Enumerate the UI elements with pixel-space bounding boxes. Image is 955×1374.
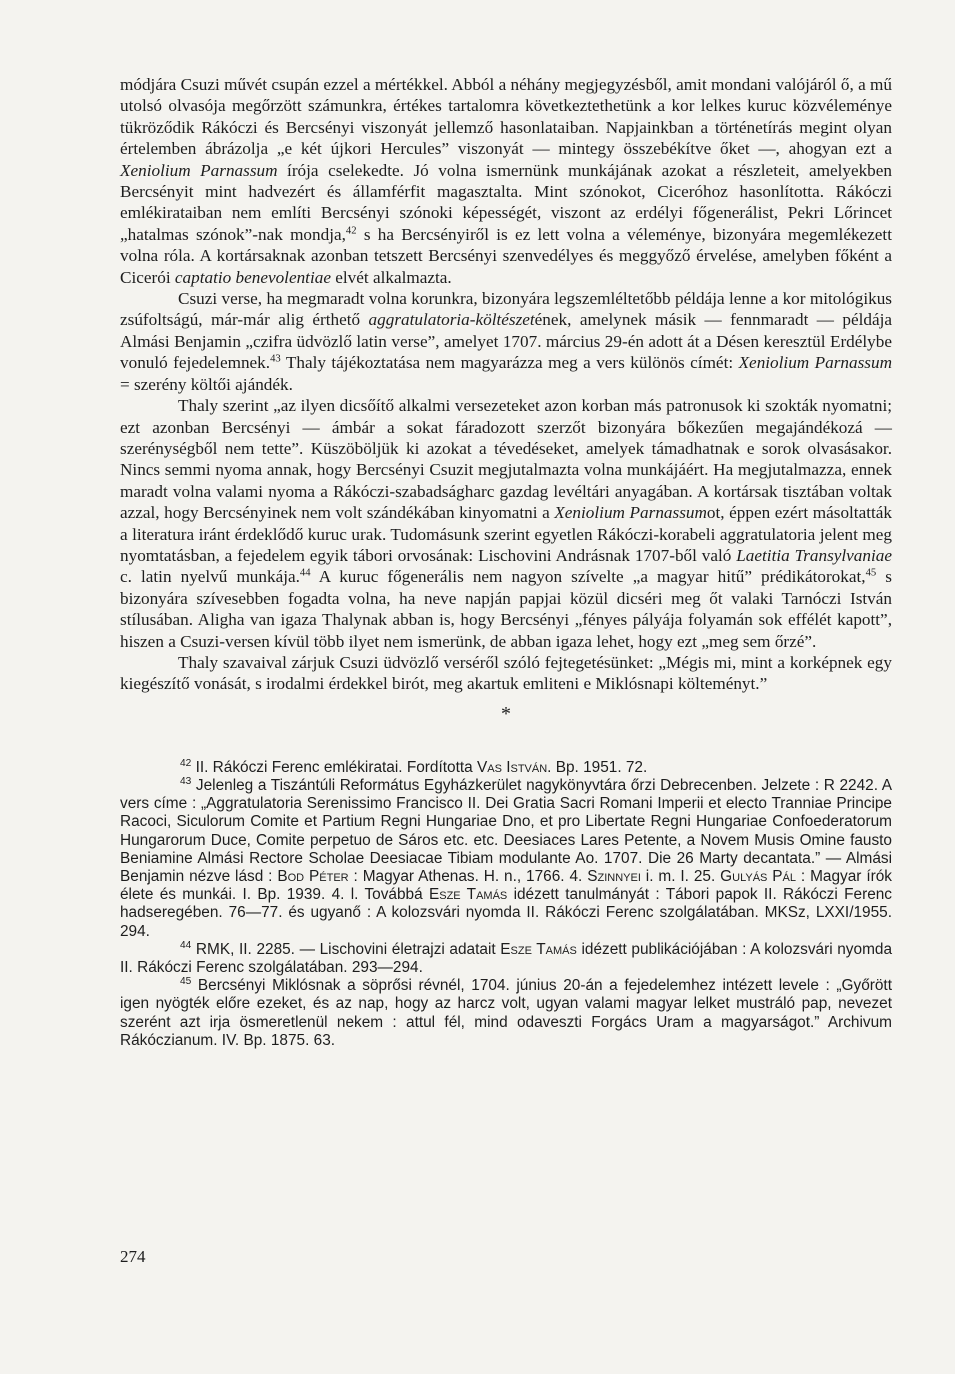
page-number: 274: [120, 1247, 146, 1266]
paragraph: Csuzi verse, ha megmaradt volna korunkra, bizonyára legszemléltetőbb példája lenne a kor mitológikus zsúfoltságú, már-már alig érthető aggratulatoria-költészetének, amelynek másik — fennmaradt — példája Almási Benjamin „czifra üdvözlő latin verse”, amelyet 1707. március 29-én adott át a Désen keresztül Erdélybe vonuló fejedelemnek.$^{43}$ Thaly tájékoztatása nem magyarázza meg a vers különös címét: Xeniolium Parnassum = szerény költői ajándék.: [120, 289, 893, 394]
footnote-42: $^{42}$ II. Rákóczi Ferenc emlékiratai. Fordította Vas István. Bp. 1951. 72.: [180, 757, 648, 776]
footnote-44: $^{44}$ RMK, II. 2285. — Lischovini életrajzi adatait Esze Tamás idézett publikációjában : A kolozsvári nyomda II. Rákóczi Ferenc szolgálatában. 293—294.: [120, 939, 893, 977]
footnote-45: $^{45}$ Bercsényi Miklósnak a söprősi révnél, 1704. június 20-án a fejedelemhez intézett levele : „Győrött igen nyögték előre ezeket, és az nap, hogy az harcz volt, ugyan valami magyar lelket mustráló pap, nevezet szerént azt irja ösmeretlenül nekem : attul fél, mind odaveszti Forgács Uram a magyarságot.” Archivum Rákóczianum. IV. Bp. 1875. 63.: [120, 976, 892, 1049]
section-separator: *: [501, 702, 511, 725]
paragraph: Thaly szavaival zárjuk Csuzi üdvözlő verséről szóló fejtegetésünket: „Mégis mi, mint a korképnek egy kiegészítő vonását, s irodalmi érdekkel birót, meg akartuk emliteni e Miklósnapi költeményt.”: [120, 652, 892, 694]
body-text: [120, 74, 892, 695]
footnote-43: $^{43}$ Jelenleg a Tiszántúli Református Egyházkerület nagykönyvtára őrzi Debrecenben. Jelzete : R 2242. A vers címe : „Aggratulatoria Serenissimo Francisco II. Dei Gratia Sacri Romani Imperii et electo Tranniae Principe Racoci, Siculorum Comite et Partium Regni Hungariae Dno, et pro Libertate Regni Hungariae Confoederatorum Hungarorum Duce, Comite perpetuo de Sáros etc. etc. Deesiaces Lares Petente, a Novem Musis Omine fausto Beniamine Almási Rectore Scholae Deesiacae Tibiam modulante Ao. 1707. Die 26 Marty decantata.” — Almási Benjamin nézve lásd : Bod Péter : Magyar Athenas. H. n., 1766. 4. Szinnyei i. m. I. 25. Gulyás Pál : Magyar írók élete és munkái. I. Bp. 1939. 4. l. Továbbá Esze Tamás idézett tanulmányát : Tábori papok II. Rákóczi Ferenc hadseregében. 76—77. és ugyanő : A kolozsvári nyomda II. Rákóczi Ferenc szolgálatában. MKSz, LXXI/1955. 294.: [120, 775, 893, 940]
page-content: [120, 74, 892, 1050]
footnotes: [120, 759, 892, 1050]
paragraph: módjára Csuzi művét csupán ezzel a mértékkel. Abból a néhány megjegyzésből, amit mondani valójáról ő, a mű utolsó olvasója megőrzött számunkra, értékes tartalomra következtethetünk a kor lelkes kuruc közvéleménye tükröződik Rákóczi és Bercsényi viszonyát jellemző hasonlataiban. Napjainkban a történetírás megint olyan értelemben ábrázolja „e két újkori Hercules” viszonyát — mintegy összebékítve őket —, ahogyan ezt a Xeniolium Parnassum írója cselekedte. Jó volna ismernünk munkájának azokat a részleteit, amelyekben Bercsényit mint hadvezért és államférfit magasztalta. Mint szónokot, Ciceróhoz hasonlította. Rákóczi emlékirataiban nem említi Bercsényi szónoki képességét, viszont az erdélyi főgenerálist, Pekri Lőrincet „hatalmas szónok”-nak mondja,$^{42}$ s ha Bercsényiről is ez lett volna a véleménye, bizonyára megemlékezett volna róla. A kortársaknak azonban tetszett Bercsényi szenvedélyes és meggyőző érvelése, amelyben főként a Cicerói captatio benevolentiae elvét alkalmazta.: [120, 75, 892, 287]
paragraph: Thaly szerint „az ilyen dicsőítő alkalmi versezeteket azon korban más patronusok ki szokták nyomatni; ezt azonban Bercsényi — ámbár a sokat fáradozott szerzőt bizonyára bőkezűen megajándékozá — szerénységből nem tette”. Küszöböljük ki azokat a tévedéseket, amelyek támadhatnak e sorok olvasásakor. Nincs semmi nyoma annak, hogy Bercsényi Csuzit megjutalmazta volna munkájáért. Ha megjutalmazza, ennek maradt volna valami nyoma a Rákóczi-szabadságharc gazdag levéltári anyagában. A kortársak tisztában voltak azzal, hogy Bercsényinek nem volt szándékában kinyomatni a Xeniolium Parnassumot, éppen ezért másoltatták a literatura iránt érdeklődő kuruc urak. Tudomásunk szerint egyetlen Rákóczi-korabeli aggratulatoria jelent meg nyomtatásban, a fejedelem egyik tábori orvosának: Lischovini Andrásnak 1707-ből való Laetitia Transylvaniae c. latin nyelvű munkája.$^{44}$ A kuruc főgenerális nem nagyon szívelte „a magyar hitű” prédikátorokat,$^{45}$ s bizonyára szívesebben fogadta volna, ha neve napján papjai közül dicséri meg őt valaki Tarnóczi István stílusában. Aligha van igaza Thalynak abban is, hogy Bercsényi „fényes pályája folyamán sok effélét kapott”, hiszen a Csuzi-versen kívül több ilyet nem ismerünk, de abban igaza lehet, hogy ezt „meg sem őrzé”.: [120, 396, 892, 651]
